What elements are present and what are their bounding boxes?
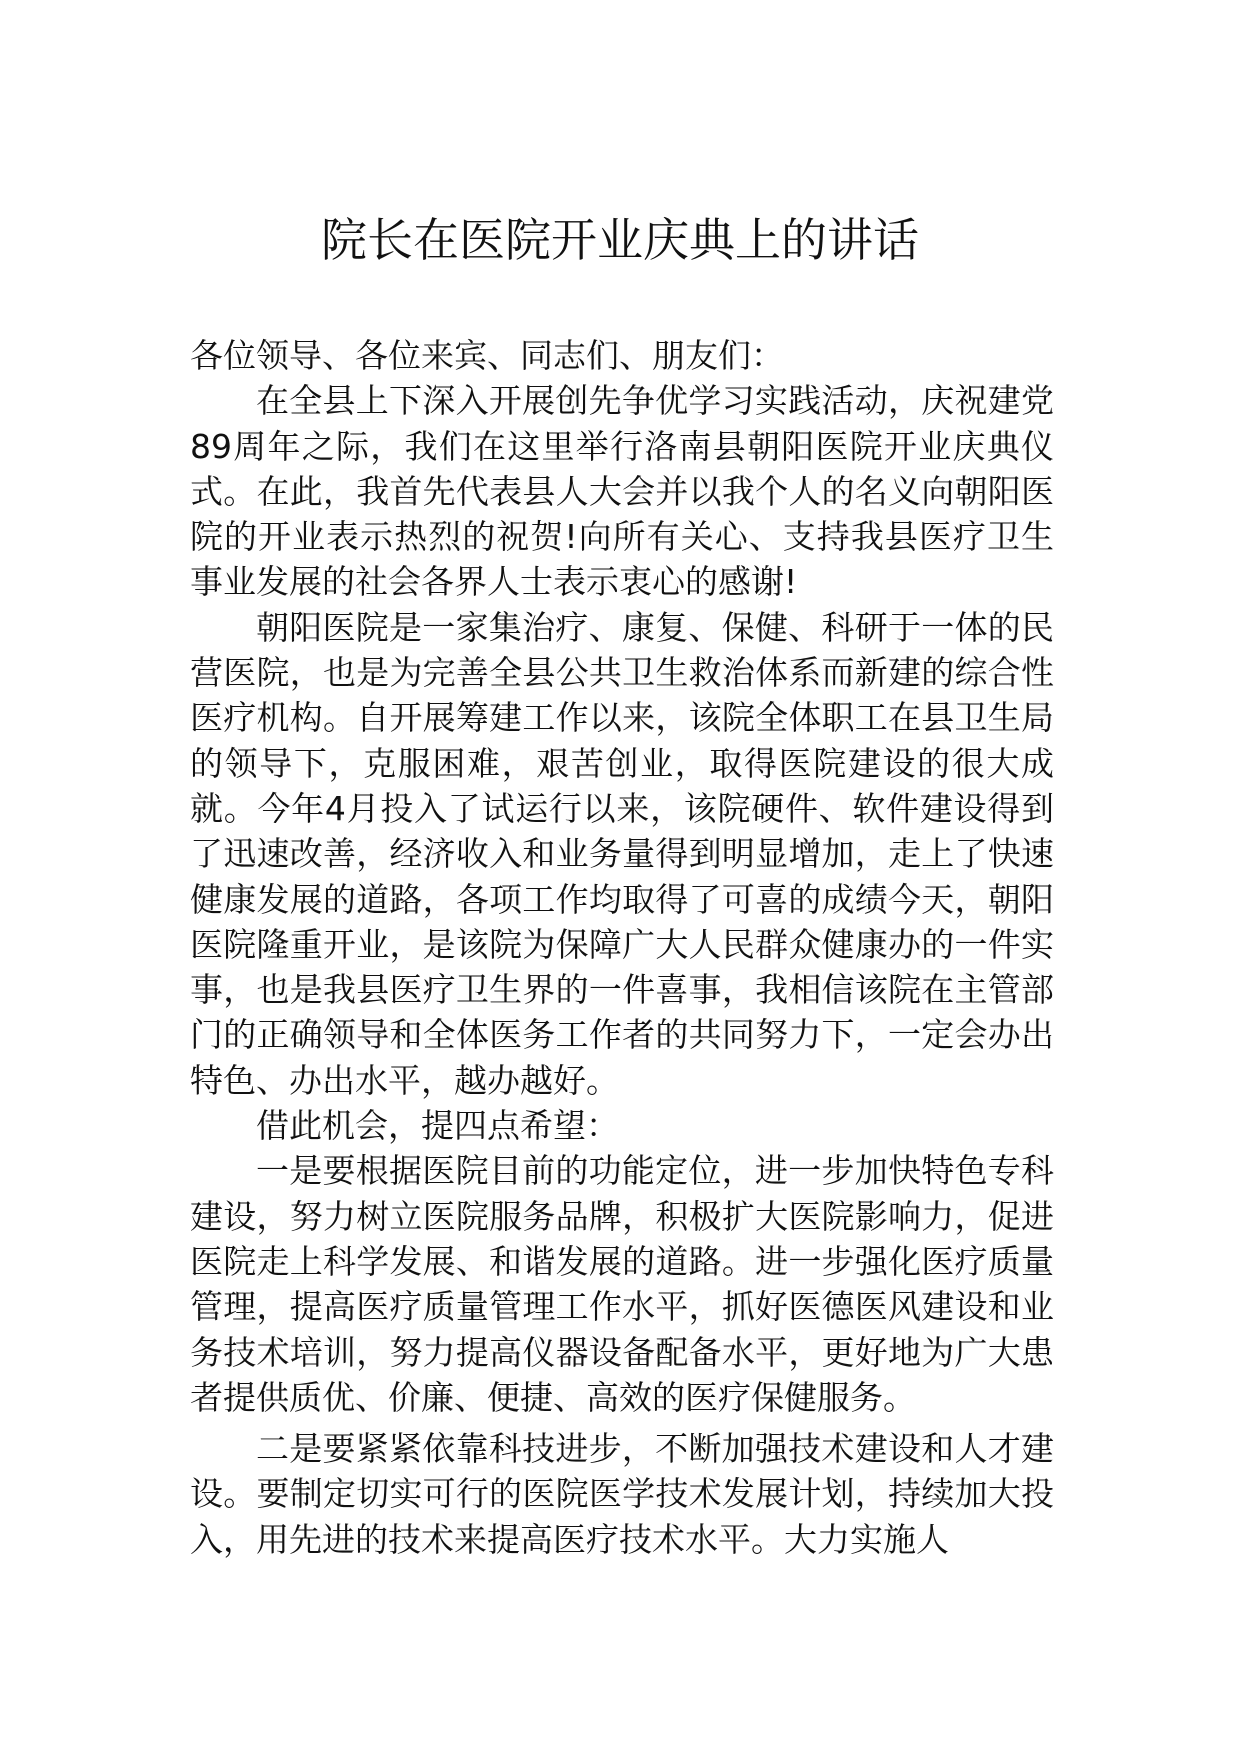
document-title: 院长在医院开业庆典上的讲话: [321, 213, 919, 267]
paragraph-hopes-intro: 借此机会，提四点希望：: [256, 1106, 619, 1146]
paragraph-hope-one: 一是要根据医院目前的功能定位，进一步加快特色专科建设，努力树立医院服务品牌，积极扩大医院影响力，促进医院走上科学发展、和谐发展的道路。进一步强化医疗质量管理，提高医疗质量管理工作水平，抓好医德医风建设和业务技术培训，努力提高仪器设备配备水平，更好地为广大患者提供质优、价廉、便捷、高效的医疗保健服务。: [190, 1151, 1054, 1417]
paragraph-hope-two: 二是要紧紧依靠科技进步，不断加强技术建设和人才建设。要制定切实可行的医院医学技术发展计划，持续加大投入，用先进的技术来提高医疗技术水平。大力实施人: [190, 1429, 1054, 1559]
paragraph-hospital-intro: 朝阳医院是一家集治疗、康复、保健、科研于一体的民营医院，也是为完善全县公共卫生救治体系而新建的综合性医疗机构。自开展筹建工作以来，该院全体职工在县卫生局的领导下，克服困难，艰苦创业，取得医院建设的很大成就。今年4月投入了试运行以来，该院硬件、软件建设得到了迅速改善，经济收入和业务量得到明显增加，走上了快速健康发展的道路，各项工作均取得了可喜的成绩今天，朝阳医院隆重开业，是该院为保障广大人民群众健康办的一件实事，也是我县医疗卫生界的一件喜事，我相信该院在主管部门的正确领导和全体医务工作者的共同努力下，一定会办出特色、办出水平，越办越好。: [190, 607, 1054, 1100]
document-body: [190, 333, 1054, 1562]
paragraph-opening: 在全县上下深入开展创先争优学习实践活动，庆祝建党89周年之际，我们在这里举行洛南县朝阳医院开业庆典仪式。在此，我首先代表县人大会并以我个人的名义向朝阳医院的开业表示热烈的祝贺!向所有关心、支持我县医疗卫生事业发展的社会各界人士表示衷心的感谢!: [190, 381, 1054, 602]
salutation: 各位领导、各位来宾、同志们、朋友们：: [190, 336, 784, 375]
